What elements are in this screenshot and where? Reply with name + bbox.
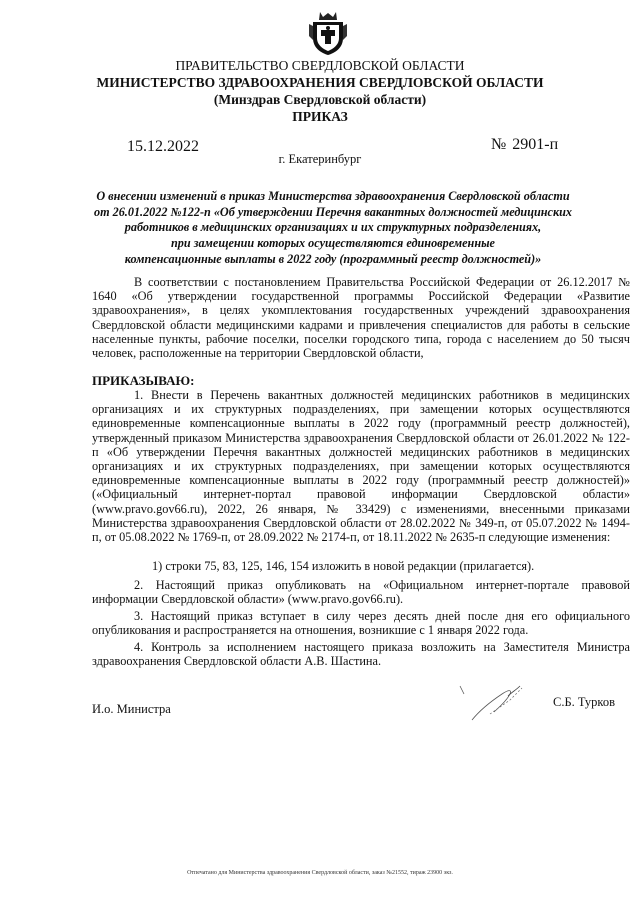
order-item-4: 4. Контроль за исполнением настоящего приказа возложить на Заместителя Министра здравоохранения Свердловской области А.В. Шастина. [92, 640, 630, 669]
order-subject [90, 189, 576, 268]
subject-line: от 26.01.2022 №122-п «Об утверждении Перечня вакантных должностей медицинских [94, 204, 572, 219]
subject-line: при замещении которых осуществляются единовременные [171, 236, 495, 251]
subject-line: компенсационные выплаты в 2022 году (программный реестр должностей)» [124, 251, 542, 266]
order-item-3: 3. Настоящий приказ вступает в силу через десять дней после дня его официального опубликования и распространяется на отношения, возникшие с 1 января 2022 года. [92, 609, 630, 638]
subject-line: О внесении изменений в приказ Министерства здравоохранения Свердловской области [96, 189, 570, 203]
order-item-1: 1. Внести в Перечень вакантных должностей медицинских работников в медицинских организациях и их структурных подразделениях, при замещении которых осуществляются единовременные компенсационные выплаты в 2022 году (программный реестр должностей), утвержденный приказом Министерства здравоохранения Свердловской области от 26.01.2022 № 122-п «Об утверждении Перечня вакантных должностей медицинских работников в медицинских организациях и их структурных подразделениях, при замещении которых осуществляются единовременные компенсационные выплаты в 2022 году (программный реестр должностей)» («Официальный интернет-портал правовой информации Свердловской области» (www.pravo.gov66.ru), 2022, 26 января, № 33429) с изменениями, внесенными приказами Министерства здравоохранения Свердловской области от 28.02.2022 № 349-п, от 05.07.2022 № 1494-п, от 05.08.2022 № 1769-п, от 28.09.2022 № 2174-п, от 18.11.2022 № 2635-п следующие изменения: [92, 388, 630, 545]
preamble: В соответствии с постановлением Правительства Российской Федерации от 26.12.2017 № 1640 «Об утверждении государственной программы Российской Федерации «Развитие здравоохранения», в целях укомплектования государственных учреждений здравоохранения Свердловской области медицинскими кадрами и привлечения специалистов для работы в сельские населенные пункты, рабочие поселки, поселки городского типа, города с населением до 50 тысяч человек, расположенные на территории Свердловской области, [92, 275, 630, 361]
handwritten-signature-icon [450, 680, 540, 724]
coat-of-arms-icon [307, 10, 349, 56]
document-type: ПРИКАЗ [292, 109, 348, 124]
order-word: ПРИКАЗЫВАЮ: [92, 373, 195, 388]
ministry-title: МИНИСТЕРСТВО ЗДРАВООХРАНЕНИЯ СВЕРДЛОВСКОЙ ОБЛАСТИ [96, 75, 544, 90]
order-item-2: 2. Настоящий приказ опубликовать на «Официальном интернет-портале правовой информации Свердловской области» (www.pravo.gov66.ru). [92, 578, 630, 607]
number-value: 2901-п [512, 136, 559, 153]
subject-line: работников в медицинских организациях и их структурных подразделениях, [124, 220, 542, 235]
government-title: ПРАВИТЕЛЬСТВО СВЕРДЛОВСКОЙ ОБЛАСТИ [175, 58, 465, 73]
order-item-1-sub-1: 1) строки 75, 83, 125, 146, 154 изложить в новой редакции (прилагается). [152, 559, 535, 573]
print-footer: Отпечатано для Министерства здравоохранения Свердловской области, заказ №21552, тираж 23900 экз. [187, 870, 453, 876]
signer-role: И.о. Министра [92, 702, 171, 716]
signer-name: С.Б. Турков [553, 695, 615, 709]
city: г. Екатеринбург [278, 152, 362, 166]
ministry-short-name: (Минздрав Свердловской области) [213, 92, 427, 107]
order-date: 15.12.2022 [127, 138, 199, 155]
number-sign: № [491, 136, 507, 153]
